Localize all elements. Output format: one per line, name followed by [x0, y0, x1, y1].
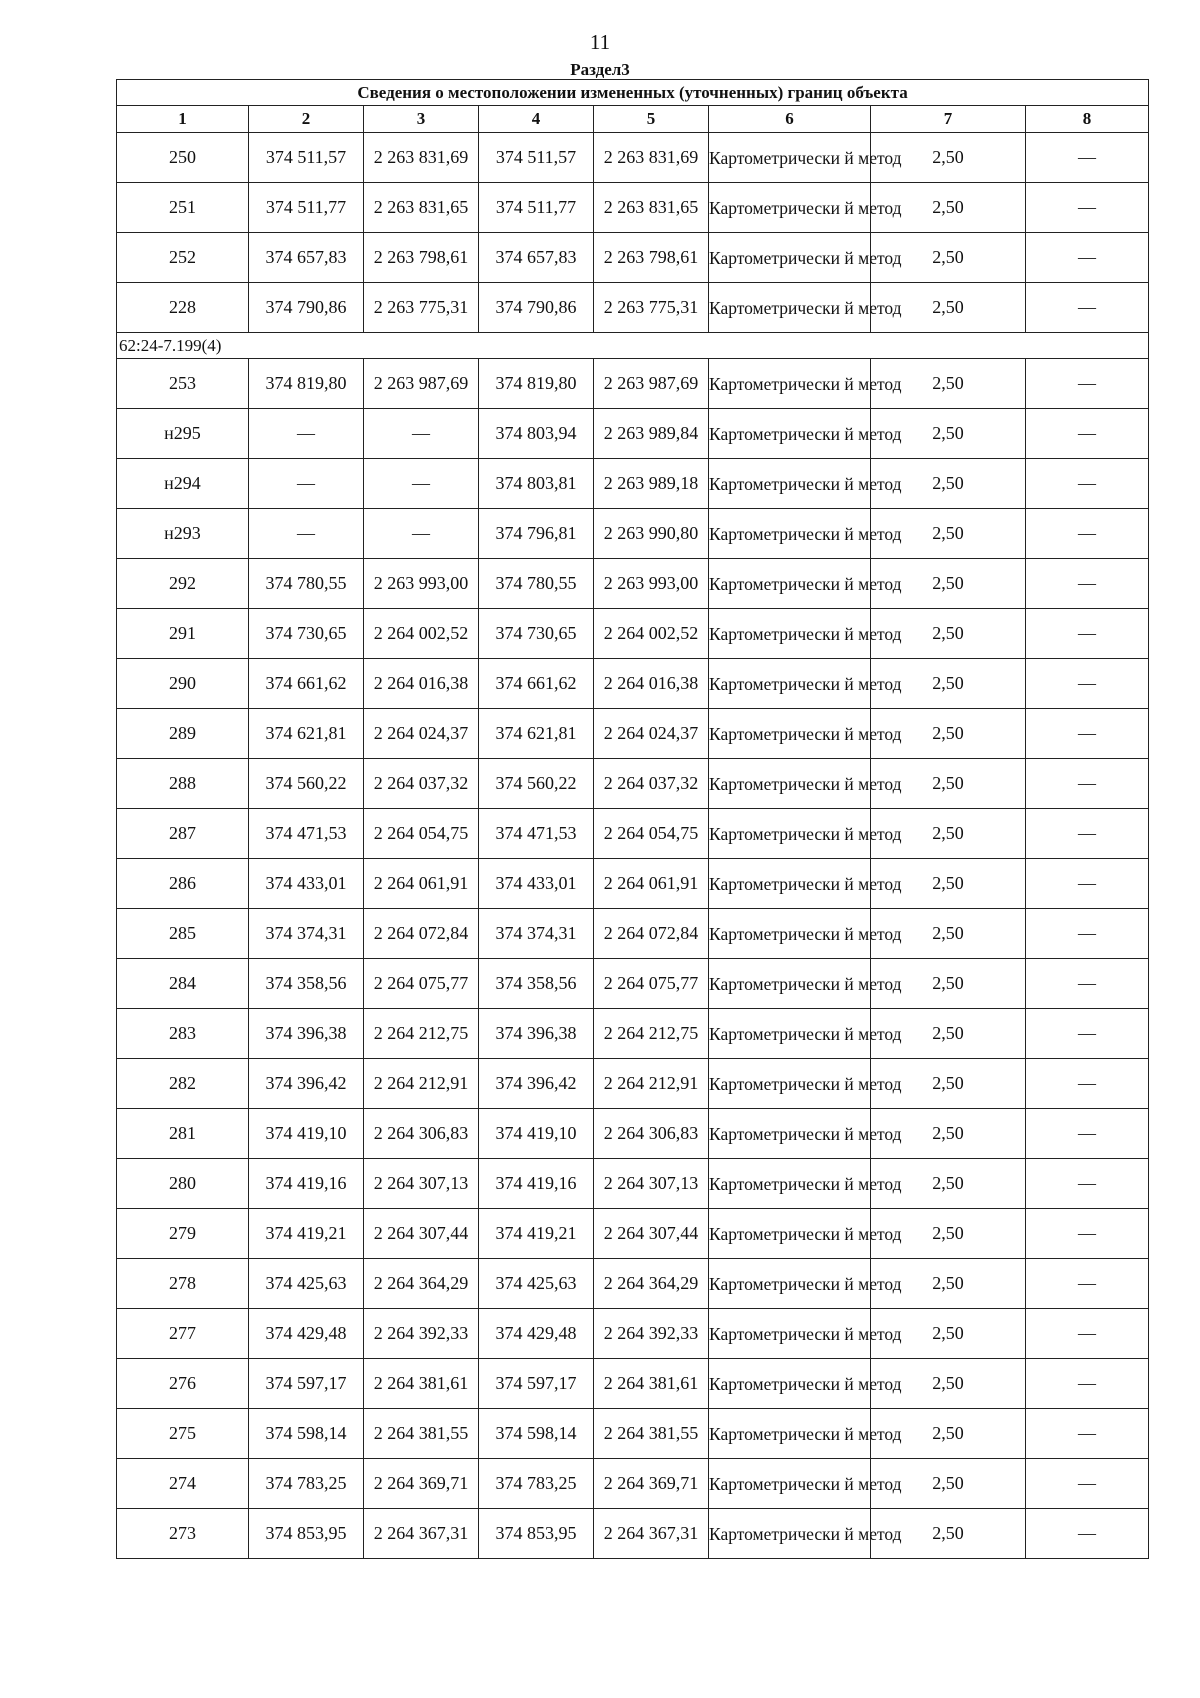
description-cell: —	[1026, 609, 1149, 659]
new-x-cell: 374 471,53	[479, 809, 594, 859]
existing-x-cell: 374 511,77	[249, 183, 364, 233]
existing-x-cell: 374 419,16	[249, 1159, 364, 1209]
existing-y-cell: 2 264 392,33	[364, 1309, 479, 1359]
new-x-cell: 374 819,80	[479, 359, 594, 409]
method-cell: Картометрически й метод	[709, 1459, 871, 1509]
description-cell: —	[1026, 659, 1149, 709]
new-y-cell: 2 264 367,31	[594, 1509, 709, 1559]
new-y-cell: 2 263 990,80	[594, 509, 709, 559]
method-cell: Картометрически й метод	[709, 509, 871, 559]
column-number: 1	[117, 106, 249, 133]
method-cell: Картометрически й метод	[709, 759, 871, 809]
new-y-cell: 2 264 061,91	[594, 859, 709, 909]
new-x-cell: 374 358,56	[479, 959, 594, 1009]
table-row	[117, 909, 1149, 959]
point-number-cell: 288	[117, 759, 249, 809]
point-number-cell: 253	[117, 359, 249, 409]
new-x-cell: 374 621,81	[479, 709, 594, 759]
method-cell: Картометрически й метод	[709, 1409, 871, 1459]
existing-y-cell: 2 264 212,75	[364, 1009, 479, 1059]
column-number: 3	[364, 106, 479, 133]
description-cell: —	[1026, 1109, 1149, 1159]
group-header-row	[117, 333, 1149, 359]
table-row	[117, 1259, 1149, 1309]
accuracy-cell: 2,50	[871, 1409, 1026, 1459]
table-row	[117, 959, 1149, 1009]
description-cell: —	[1026, 1059, 1149, 1109]
point-number-cell: н295	[117, 409, 249, 459]
existing-x-cell: 374 419,21	[249, 1209, 364, 1259]
table-row	[117, 609, 1149, 659]
description-cell: —	[1026, 1009, 1149, 1059]
point-number-cell: 290	[117, 659, 249, 709]
method-cell: Картометрически й метод	[709, 1259, 871, 1309]
method-cell: Картометрически й метод	[709, 133, 871, 183]
new-x-cell: 374 597,17	[479, 1359, 594, 1409]
accuracy-cell: 2,50	[871, 909, 1026, 959]
new-x-cell: 374 560,22	[479, 759, 594, 809]
new-x-cell: 374 661,62	[479, 659, 594, 709]
method-cell: Картометрически й метод	[709, 959, 871, 1009]
existing-y-cell: —	[364, 409, 479, 459]
accuracy-cell: 2,50	[871, 859, 1026, 909]
accuracy-cell: 2,50	[871, 183, 1026, 233]
description-cell: —	[1026, 1159, 1149, 1209]
existing-y-cell: 2 264 381,61	[364, 1359, 479, 1409]
new-x-cell: 374 511,57	[479, 133, 594, 183]
point-number-cell: 228	[117, 283, 249, 333]
new-y-cell: 2 264 369,71	[594, 1459, 709, 1509]
accuracy-cell: 2,50	[871, 1359, 1026, 1409]
accuracy-cell: 2,50	[871, 1259, 1026, 1309]
table-title: Сведения о местоположении измененных (уточненных) границ объекта	[117, 80, 1149, 106]
new-y-cell: 2 263 831,65	[594, 183, 709, 233]
existing-y-cell: 2 263 831,65	[364, 183, 479, 233]
accuracy-cell: 2,50	[871, 809, 1026, 859]
description-cell: —	[1026, 909, 1149, 959]
existing-y-cell: 2 264 381,55	[364, 1409, 479, 1459]
existing-y-cell: 2 264 024,37	[364, 709, 479, 759]
description-cell: —	[1026, 859, 1149, 909]
new-y-cell: 2 264 212,91	[594, 1059, 709, 1109]
point-number-cell: 291	[117, 609, 249, 659]
table-row	[117, 709, 1149, 759]
table-title-row	[117, 80, 1149, 106]
accuracy-cell: 2,50	[871, 1209, 1026, 1259]
existing-y-cell: 2 264 054,75	[364, 809, 479, 859]
table-row	[117, 359, 1149, 409]
existing-y-cell: 2 264 364,29	[364, 1259, 479, 1309]
description-cell: —	[1026, 1309, 1149, 1359]
existing-y-cell: 2 263 987,69	[364, 359, 479, 409]
table-row	[117, 1409, 1149, 1459]
accuracy-cell: 2,50	[871, 359, 1026, 409]
description-cell: —	[1026, 509, 1149, 559]
method-cell: Картометрически й метод	[709, 1209, 871, 1259]
table-row	[117, 1159, 1149, 1209]
method-cell: Картометрически й метод	[709, 409, 871, 459]
new-y-cell: 2 263 989,18	[594, 459, 709, 509]
new-x-cell: 374 374,31	[479, 909, 594, 959]
new-x-cell: 374 803,94	[479, 409, 594, 459]
existing-y-cell: 2 264 072,84	[364, 909, 479, 959]
table-body	[117, 133, 1149, 1559]
column-number: 6	[709, 106, 871, 133]
accuracy-cell: 2,50	[871, 559, 1026, 609]
method-cell: Картометрически й метод	[709, 1309, 871, 1359]
existing-x-cell: 374 730,65	[249, 609, 364, 659]
method-cell: Картометрически й метод	[709, 909, 871, 959]
table-row	[117, 459, 1149, 509]
new-y-cell: 2 264 381,55	[594, 1409, 709, 1459]
point-number-cell: 289	[117, 709, 249, 759]
table-row	[117, 233, 1149, 283]
new-y-cell: 2 264 002,52	[594, 609, 709, 659]
accuracy-cell: 2,50	[871, 1459, 1026, 1509]
table-row	[117, 1059, 1149, 1109]
new-x-cell: 374 433,01	[479, 859, 594, 909]
point-number-cell: 283	[117, 1009, 249, 1059]
new-y-cell: 2 264 212,75	[594, 1009, 709, 1059]
column-number: 4	[479, 106, 594, 133]
existing-y-cell: 2 263 775,31	[364, 283, 479, 333]
existing-y-cell: 2 264 307,13	[364, 1159, 479, 1209]
description-cell: —	[1026, 183, 1149, 233]
table-row	[117, 859, 1149, 909]
new-y-cell: 2 264 307,44	[594, 1209, 709, 1259]
method-cell: Картометрически й метод	[709, 1109, 871, 1159]
method-cell: Картометрически й метод	[709, 359, 871, 409]
accuracy-cell: 2,50	[871, 1159, 1026, 1209]
existing-y-cell: 2 264 369,71	[364, 1459, 479, 1509]
table-row	[117, 809, 1149, 859]
existing-y-cell: —	[364, 509, 479, 559]
accuracy-cell: 2,50	[871, 759, 1026, 809]
accuracy-cell: 2,50	[871, 509, 1026, 559]
description-cell: —	[1026, 1409, 1149, 1459]
description-cell: —	[1026, 559, 1149, 609]
method-cell: Картометрически й метод	[709, 559, 871, 609]
description-cell: —	[1026, 1459, 1149, 1509]
table-row	[117, 1509, 1149, 1559]
existing-y-cell: —	[364, 459, 479, 509]
point-number-cell: 274	[117, 1459, 249, 1509]
table-row	[117, 559, 1149, 609]
accuracy-cell: 2,50	[871, 409, 1026, 459]
column-number-row	[117, 106, 1149, 133]
description-cell: —	[1026, 283, 1149, 333]
description-cell: —	[1026, 709, 1149, 759]
method-cell: Картометрически й метод	[709, 183, 871, 233]
boundary-coordinates-table	[116, 79, 1149, 1559]
new-y-cell: 2 263 831,69	[594, 133, 709, 183]
table-row	[117, 1459, 1149, 1509]
table-row	[117, 509, 1149, 559]
point-number-cell: 279	[117, 1209, 249, 1259]
page-number: 11	[589, 30, 611, 54]
new-y-cell: 2 264 392,33	[594, 1309, 709, 1359]
table-row	[117, 133, 1149, 183]
existing-y-cell: 2 264 061,91	[364, 859, 479, 909]
accuracy-cell: 2,50	[871, 1059, 1026, 1109]
accuracy-cell: 2,50	[871, 233, 1026, 283]
new-x-cell: 374 429,48	[479, 1309, 594, 1359]
accuracy-cell: 2,50	[871, 459, 1026, 509]
existing-y-cell: 2 263 798,61	[364, 233, 479, 283]
section-label: Раздел3	[570, 60, 630, 79]
new-x-cell: 374 419,21	[479, 1209, 594, 1259]
point-number-cell: 252	[117, 233, 249, 283]
existing-x-cell: 374 425,63	[249, 1259, 364, 1309]
method-cell: Картометрически й метод	[709, 609, 871, 659]
method-cell: Картометрически й метод	[709, 233, 871, 283]
accuracy-cell: 2,50	[871, 283, 1026, 333]
method-cell: Картометрически й метод	[709, 809, 871, 859]
method-cell: Картометрически й метод	[709, 1359, 871, 1409]
existing-x-cell: 374 657,83	[249, 233, 364, 283]
table-row	[117, 659, 1149, 709]
table-row	[117, 1009, 1149, 1059]
point-number-cell: 282	[117, 1059, 249, 1109]
point-number-cell: н293	[117, 509, 249, 559]
existing-y-cell: 2 264 367,31	[364, 1509, 479, 1559]
new-y-cell: 2 264 072,84	[594, 909, 709, 959]
description-cell: —	[1026, 1359, 1149, 1409]
existing-x-cell: 374 511,57	[249, 133, 364, 183]
new-x-cell: 374 853,95	[479, 1509, 594, 1559]
new-x-cell: 374 657,83	[479, 233, 594, 283]
accuracy-cell: 2,50	[871, 709, 1026, 759]
existing-x-cell: 374 597,17	[249, 1359, 364, 1409]
existing-x-cell: 374 790,86	[249, 283, 364, 333]
existing-x-cell: —	[249, 509, 364, 559]
existing-y-cell: 2 264 306,83	[364, 1109, 479, 1159]
method-cell: Картометрически й метод	[709, 859, 871, 909]
new-x-cell: 374 790,86	[479, 283, 594, 333]
method-cell: Картометрически й метод	[709, 1159, 871, 1209]
new-y-cell: 2 263 993,00	[594, 559, 709, 609]
existing-x-cell: 374 358,56	[249, 959, 364, 1009]
point-number-cell: 292	[117, 559, 249, 609]
column-number: 2	[249, 106, 364, 133]
table-row	[117, 1109, 1149, 1159]
new-y-cell: 2 264 381,61	[594, 1359, 709, 1409]
existing-y-cell: 2 263 993,00	[364, 559, 479, 609]
new-x-cell: 374 598,14	[479, 1409, 594, 1459]
existing-x-cell: 374 396,42	[249, 1059, 364, 1109]
method-cell: Картометрически й метод	[709, 1509, 871, 1559]
method-cell: Картометрически й метод	[709, 659, 871, 709]
existing-y-cell: 2 264 016,38	[364, 659, 479, 709]
description-cell: —	[1026, 409, 1149, 459]
method-cell: Картометрически й метод	[709, 459, 871, 509]
description-cell: —	[1026, 1509, 1149, 1559]
new-y-cell: 2 263 798,61	[594, 233, 709, 283]
new-x-cell: 374 396,42	[479, 1059, 594, 1109]
existing-x-cell: 374 780,55	[249, 559, 364, 609]
point-number-cell: 281	[117, 1109, 249, 1159]
new-x-cell: 374 730,65	[479, 609, 594, 659]
point-number-cell: 277	[117, 1309, 249, 1359]
existing-x-cell: 374 419,10	[249, 1109, 364, 1159]
new-y-cell: 2 263 989,84	[594, 409, 709, 459]
table-row	[117, 1359, 1149, 1409]
point-number-cell: 286	[117, 859, 249, 909]
accuracy-cell: 2,50	[871, 133, 1026, 183]
method-cell: Картометрически й метод	[709, 1059, 871, 1109]
existing-y-cell: 2 264 212,91	[364, 1059, 479, 1109]
point-number-cell: 284	[117, 959, 249, 1009]
accuracy-cell: 2,50	[871, 1109, 1026, 1159]
new-y-cell: 2 264 306,83	[594, 1109, 709, 1159]
accuracy-cell: 2,50	[871, 1309, 1026, 1359]
new-y-cell: 2 264 016,38	[594, 659, 709, 709]
description-cell: —	[1026, 1259, 1149, 1309]
existing-x-cell: 374 429,48	[249, 1309, 364, 1359]
point-number-cell: 251	[117, 183, 249, 233]
point-number-cell: 250	[117, 133, 249, 183]
point-number-cell: 285	[117, 909, 249, 959]
accuracy-cell: 2,50	[871, 659, 1026, 709]
table-row	[117, 409, 1149, 459]
description-cell: —	[1026, 759, 1149, 809]
existing-y-cell: 2 264 075,77	[364, 959, 479, 1009]
existing-x-cell: —	[249, 459, 364, 509]
accuracy-cell: 2,50	[871, 1009, 1026, 1059]
new-y-cell: 2 264 024,37	[594, 709, 709, 759]
new-y-cell: 2 264 075,77	[594, 959, 709, 1009]
table-row	[117, 1209, 1149, 1259]
existing-x-cell: 374 661,62	[249, 659, 364, 709]
description-cell: —	[1026, 809, 1149, 859]
new-x-cell: 374 783,25	[479, 1459, 594, 1509]
description-cell: —	[1026, 133, 1149, 183]
existing-x-cell: —	[249, 409, 364, 459]
existing-y-cell: 2 263 831,69	[364, 133, 479, 183]
new-y-cell: 2 264 307,13	[594, 1159, 709, 1209]
existing-x-cell: 374 621,81	[249, 709, 364, 759]
new-y-cell: 2 264 037,32	[594, 759, 709, 809]
existing-y-cell: 2 264 307,44	[364, 1209, 479, 1259]
existing-x-cell: 374 471,53	[249, 809, 364, 859]
method-cell: Картометрически й метод	[709, 709, 871, 759]
description-cell: —	[1026, 233, 1149, 283]
new-y-cell: 2 264 364,29	[594, 1259, 709, 1309]
new-x-cell: 374 425,63	[479, 1259, 594, 1309]
accuracy-cell: 2,50	[871, 1509, 1026, 1559]
existing-y-cell: 2 264 037,32	[364, 759, 479, 809]
existing-x-cell: 374 396,38	[249, 1009, 364, 1059]
table-row	[117, 1309, 1149, 1359]
point-number-cell: 280	[117, 1159, 249, 1209]
description-cell: —	[1026, 1209, 1149, 1259]
new-x-cell: 374 803,81	[479, 459, 594, 509]
existing-y-cell: 2 264 002,52	[364, 609, 479, 659]
method-cell: Картометрически й метод	[709, 283, 871, 333]
new-x-cell: 374 780,55	[479, 559, 594, 609]
new-y-cell: 2 263 987,69	[594, 359, 709, 409]
new-x-cell: 374 796,81	[479, 509, 594, 559]
table-row	[117, 283, 1149, 333]
existing-x-cell: 374 853,95	[249, 1509, 364, 1559]
new-x-cell: 374 419,16	[479, 1159, 594, 1209]
column-number: 5	[594, 106, 709, 133]
contour-label: 62:24-7.199(4)	[117, 333, 1149, 359]
point-number-cell: 278	[117, 1259, 249, 1309]
description-cell: —	[1026, 959, 1149, 1009]
point-number-cell: н294	[117, 459, 249, 509]
existing-x-cell: 374 819,80	[249, 359, 364, 409]
accuracy-cell: 2,50	[871, 959, 1026, 1009]
column-number: 8	[1026, 106, 1149, 133]
table-row	[117, 183, 1149, 233]
new-y-cell: 2 264 054,75	[594, 809, 709, 859]
new-x-cell: 374 511,77	[479, 183, 594, 233]
existing-x-cell: 374 598,14	[249, 1409, 364, 1459]
point-number-cell: 275	[117, 1409, 249, 1459]
column-number: 7	[871, 106, 1026, 133]
description-cell: —	[1026, 359, 1149, 409]
point-number-cell: 287	[117, 809, 249, 859]
table-row	[117, 759, 1149, 809]
point-number-cell: 273	[117, 1509, 249, 1559]
existing-x-cell: 374 374,31	[249, 909, 364, 959]
description-cell: —	[1026, 459, 1149, 509]
existing-x-cell: 374 433,01	[249, 859, 364, 909]
new-x-cell: 374 419,10	[479, 1109, 594, 1159]
existing-x-cell: 374 783,25	[249, 1459, 364, 1509]
existing-x-cell: 374 560,22	[249, 759, 364, 809]
new-x-cell: 374 396,38	[479, 1009, 594, 1059]
accuracy-cell: 2,50	[871, 609, 1026, 659]
point-number-cell: 276	[117, 1359, 249, 1409]
new-y-cell: 2 263 775,31	[594, 283, 709, 333]
method-cell: Картометрически й метод	[709, 1009, 871, 1059]
